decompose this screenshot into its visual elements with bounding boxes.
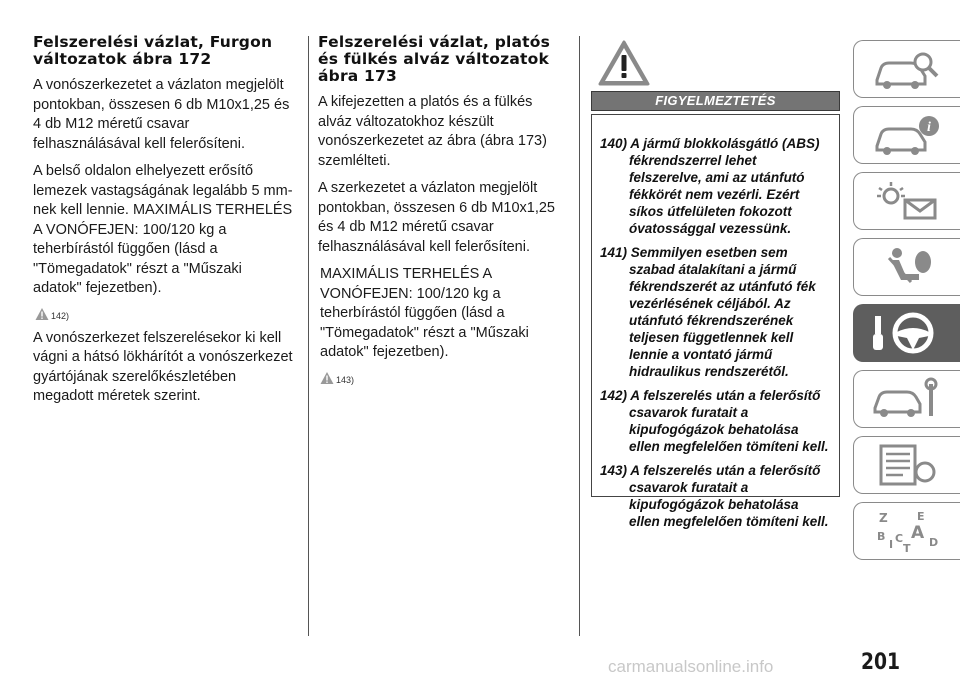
index-letter: B xyxy=(877,530,886,543)
page-number: 201 xyxy=(861,650,901,675)
reference-number: 143) xyxy=(336,374,355,385)
column-divider xyxy=(579,36,580,636)
tab-car-search[interactable] xyxy=(853,40,960,98)
chapter-tabs xyxy=(853,40,960,568)
specs-list-icon xyxy=(867,442,947,488)
index-letter: Z xyxy=(879,511,888,525)
section-heading-furgon: Felszerelési vázlat, Furgon változatok ábra 172 xyxy=(33,33,273,68)
column-divider xyxy=(308,36,309,636)
warning-triangle-icon xyxy=(35,307,49,321)
car-wrench-icon xyxy=(867,376,947,422)
seat-airbag-icon xyxy=(867,244,947,290)
key-steering-wheel-icon xyxy=(867,310,947,356)
paragraph: A vonószerkezetet a vázlaton megjelölt pontokban, összesen 6 db M10x1,25 és 4 db M12 méretű csavar felhasználásával kell felerősíteni. xyxy=(33,77,290,152)
warning-item-141: 141) Semmilyen esetben sem szabad átalakítani a jármű fékrendszerét az utánfutó fék vezérlésének céljából. Az utánfutó fékrendszerének teljesen függetlennek kell lennie a vontató jármű hidraulikus rendszerétől. xyxy=(600,245,816,379)
warning-item-140: 140) A jármű blokkolásgátló (ABS) fékrendszerrel lehet felszerelve, ami az utánfutó fékkörét nem vezérli. Ezért síkos útfelületen fokozott óvatossággal vezessünk. xyxy=(600,136,820,236)
watermark: carmanualsonline.info xyxy=(608,657,774,676)
paragraph: MAXIMÁLIS TERHELÉS A VONÓFEJEN: 100/120 kg a teherbírástól függően (lásd a "Tömegadatok" részt a "Műszaki adatok" fejezetben). xyxy=(320,266,529,360)
index-letter: I xyxy=(889,538,894,551)
paragraph: A belső oldalon elhelyezett erősítő lemezek vastagságának legalább 5 mm-nek kell lennie. MAXIMÁLIS TERHELÉS A VONÓFEJEN: 100/120 kg a teherbírástól függően (lásd a "Tömegadatok" részt a "Műszaki adatok" fejezetben). xyxy=(33,163,293,296)
paragraph: A vonószerkezet felszerelésekor ki kell vágni a hátsó lökhárítót a vonószerkezet gyártójának szerelőkészletében megadott méretek szerint. xyxy=(33,329,293,404)
paragraph: A szerkezetet a vázlaton megjelölt pontokban, összesen 6 db M10x1,25 és 4 db M12 méretű csavar felhasználásával kell felerősíteni. xyxy=(318,180,555,255)
tab-car-info[interactable] xyxy=(853,106,960,164)
index-letter: E xyxy=(917,510,925,523)
warning-item-143: 143) A felszerelés után a felerősítő csavarok furatait a kipufogógázok behatolása ellen megfelelően tömíteni kell. xyxy=(600,463,829,529)
tab-alphabet-index[interactable] xyxy=(853,502,960,560)
warning-triangle-icon xyxy=(320,371,334,385)
warning-item-142: 142) A felszerelés után a felerősítő csavarok furatait a kipufogógázok behatolása ellen megfelelően tömíteni kell. xyxy=(600,388,829,454)
tab-warning-lights[interactable] xyxy=(853,172,960,230)
index-letter: T xyxy=(903,542,911,554)
paragraph: A kifejezetten a platós és a fülkés alváz változatokhoz készült vonószerkezetet az ábra (ábra 173) szemlélteti. xyxy=(318,94,547,169)
tab-seat-airbag[interactable] xyxy=(853,238,960,296)
index-letter: D xyxy=(929,536,939,549)
car-search-icon xyxy=(867,46,947,92)
tab-specs-list[interactable] xyxy=(853,436,960,494)
warning-box xyxy=(591,114,840,529)
warning-title: FIGYELMEZTETÉS xyxy=(591,91,840,111)
column-left xyxy=(33,34,293,415)
warning-triangle-icon xyxy=(598,40,650,86)
warning-reference[interactable] xyxy=(320,371,568,385)
warning-lights-envelope-icon xyxy=(867,178,947,224)
index-letter: C xyxy=(895,532,904,545)
car-info-icon xyxy=(867,112,947,158)
section-heading-platos: Felszerelési vázlat, platós és fülkés alváz változatok ábra 173 xyxy=(318,33,551,85)
svg-text:i: i xyxy=(927,120,931,135)
tab-key-steering[interactable] xyxy=(853,304,960,362)
tab-car-wrench[interactable] xyxy=(853,370,960,428)
column-middle xyxy=(318,34,568,393)
reference-number: 142) xyxy=(51,310,70,321)
index-letter: A xyxy=(911,523,925,543)
warning-reference[interactable] xyxy=(35,307,293,321)
alphabet-index-icon xyxy=(867,508,947,554)
